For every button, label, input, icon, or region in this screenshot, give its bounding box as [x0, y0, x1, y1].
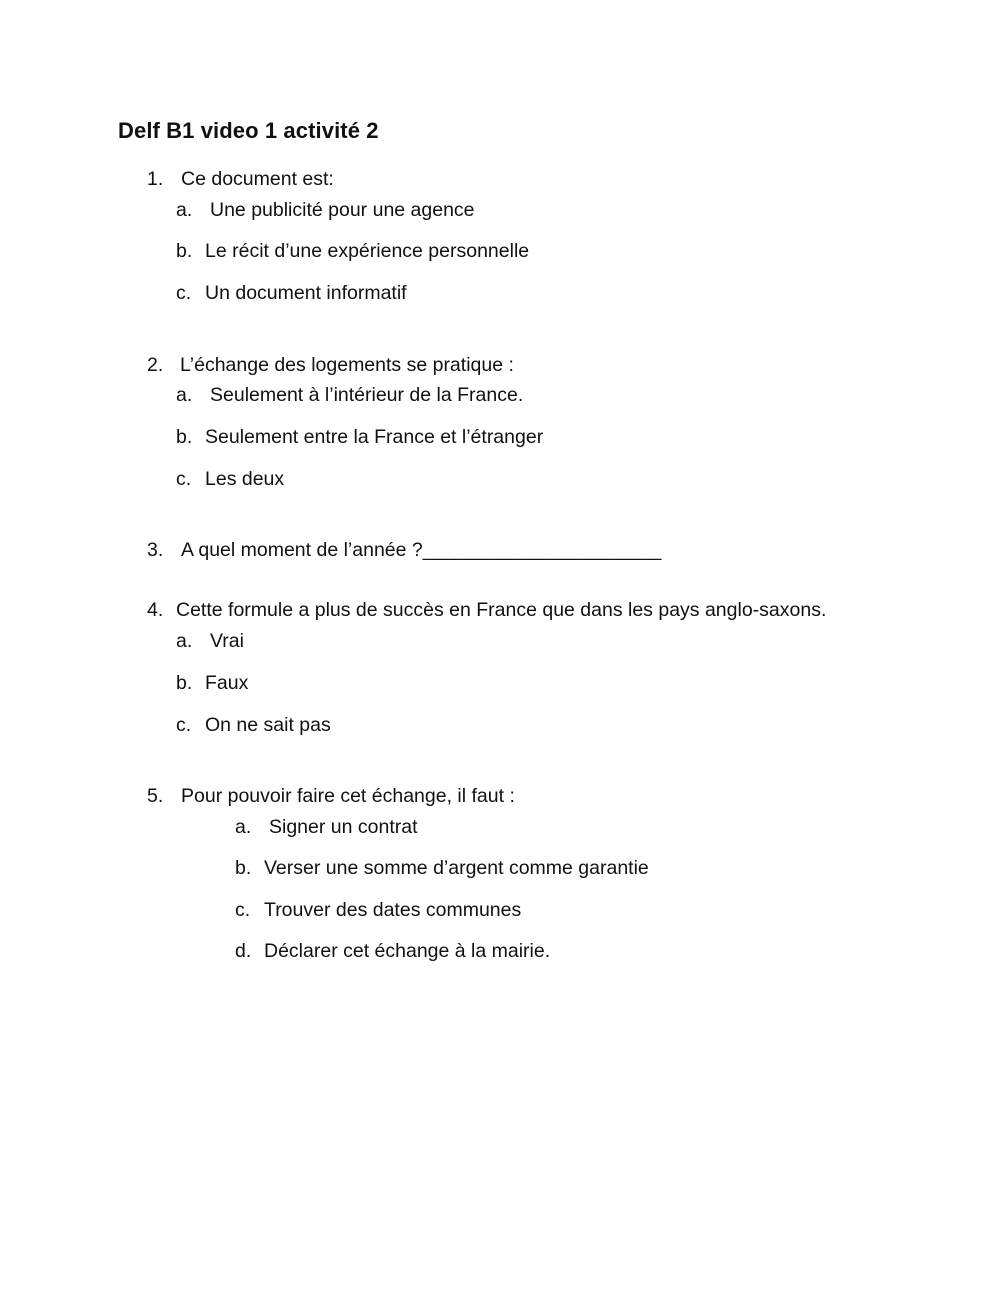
option-text: Les deux [205, 468, 285, 490]
question-number: 5. [147, 785, 164, 807]
option-text: Un document informatif [205, 282, 407, 304]
question-number: 3. [147, 539, 164, 561]
question-number: 2. [147, 354, 164, 376]
option-letter: a. [176, 384, 193, 406]
option-letter: a. [235, 816, 252, 838]
question-text: Ce document est: [181, 168, 334, 190]
option-text: Une publicité pour une agence [210, 199, 475, 221]
option-letter: b. [235, 857, 252, 879]
option-text: On ne sait pas [205, 714, 331, 736]
option-text: Vrai [210, 630, 244, 652]
question-3-answer-line[interactable]: A quel moment de l’année ?______________________ [181, 539, 662, 561]
question-text: Pour pouvoir faire cet échange, il faut : [181, 785, 515, 807]
option-letter: a. [176, 630, 193, 652]
option-letter: b. [176, 426, 193, 448]
option-text: Déclarer cet échange à la mairie. [264, 940, 551, 962]
worksheet-title: Delf B1 video 1 activité 2 [118, 118, 379, 143]
option-letter: c. [176, 282, 192, 304]
option-letter: c. [176, 714, 192, 736]
option-letter: c. [176, 468, 192, 490]
option-text: Seulement entre la France et l’étranger [205, 426, 544, 448]
option-letter: c. [235, 899, 251, 921]
option-text: Verser une somme d’argent comme garantie [264, 857, 649, 879]
question-text: L’échange des logements se pratique : [180, 354, 514, 376]
option-text: Trouver des dates communes [264, 899, 522, 921]
option-text: Signer un contrat [269, 816, 418, 838]
option-text: Faux [205, 672, 249, 694]
option-letter: b. [176, 240, 193, 262]
question-number: 1. [147, 168, 164, 190]
option-letter: a. [176, 199, 193, 221]
option-text: Le récit d’une expérience personnelle [205, 240, 530, 262]
option-letter: d. [235, 940, 252, 962]
option-text: Seulement à l’intérieur de la France. [210, 384, 524, 406]
question-number: 4. [147, 599, 164, 621]
option-letter: b. [176, 672, 193, 694]
question-text: Cette formule a plus de succès en France que dans les pays anglo-saxons. [176, 599, 827, 621]
